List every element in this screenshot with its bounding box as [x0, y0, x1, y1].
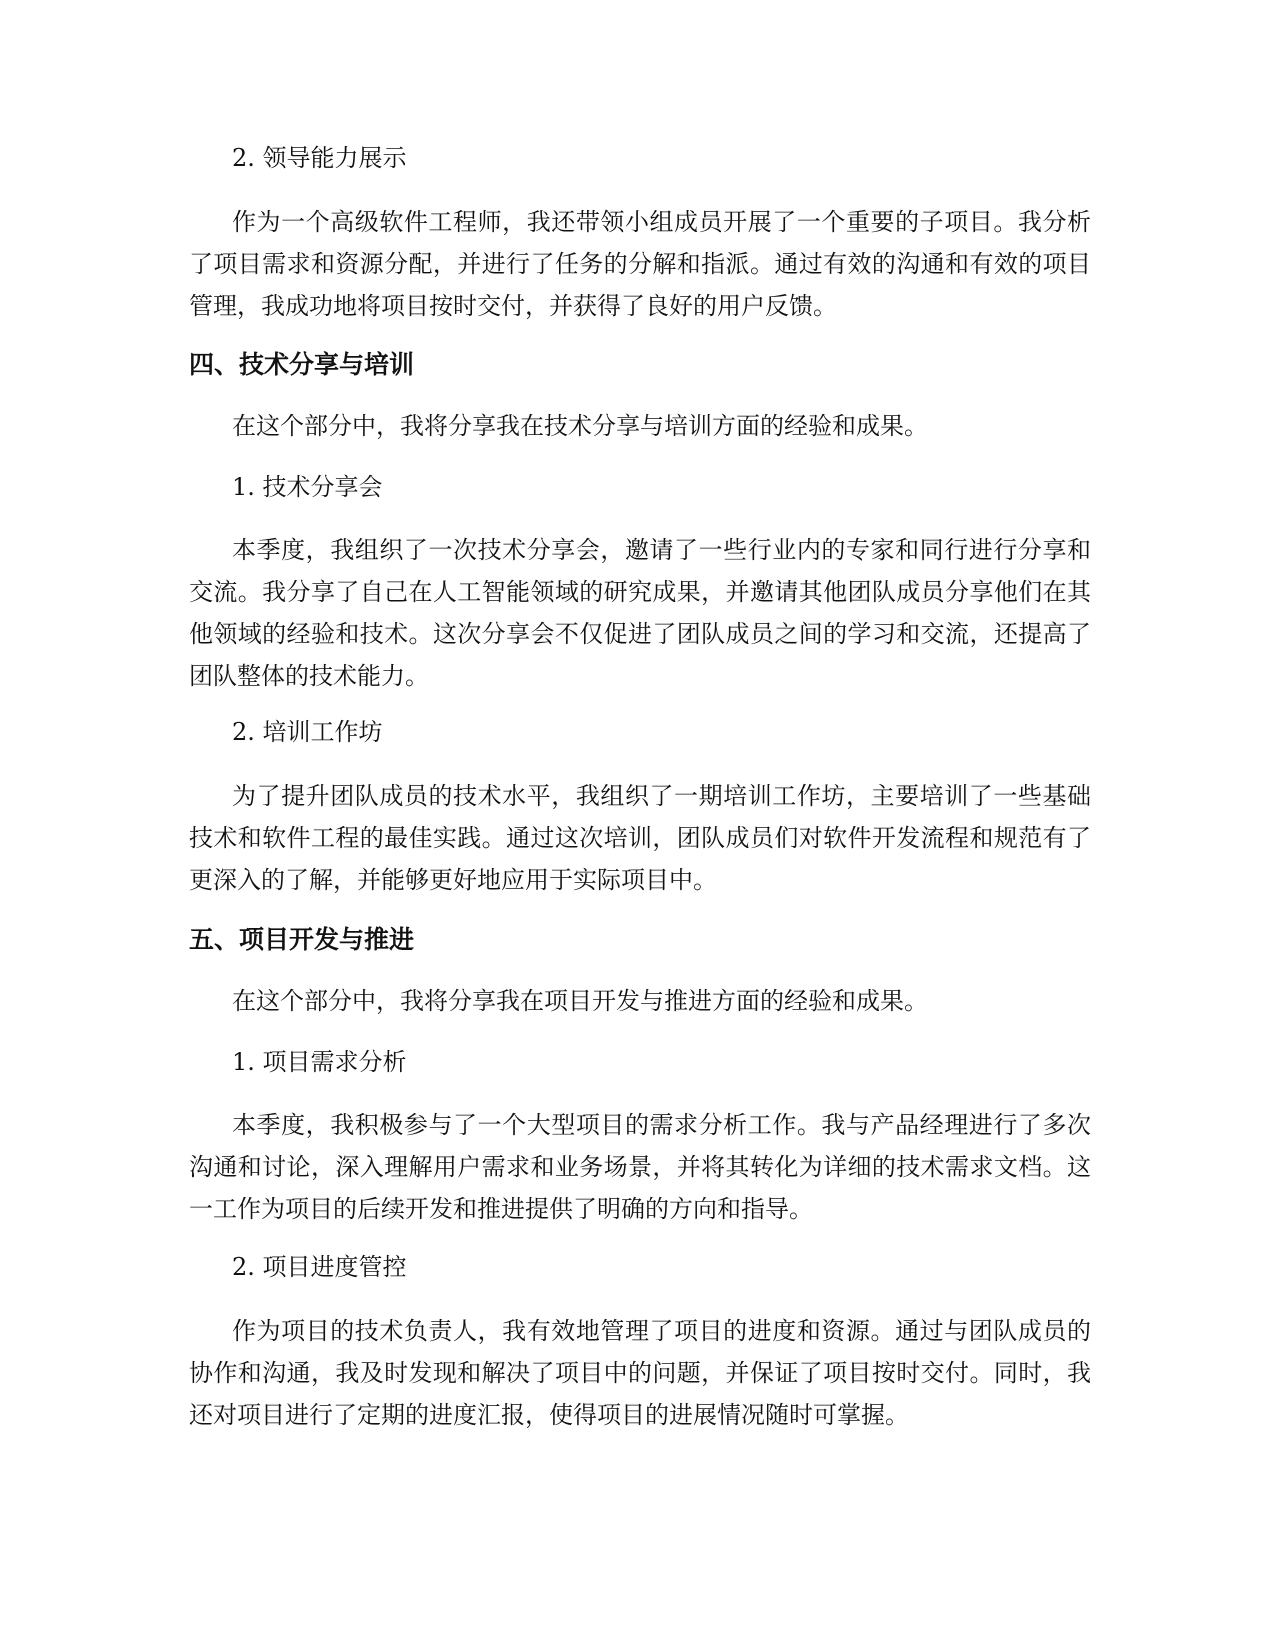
paragraph-requirements: 本季度，我积极参与了一个大型项目的需求分析工作。我与产品经理进行了多次沟通和讨论，深入理解用户需求和业务场景，并将其转化为详细的技术需求文档。这一工作为项目的后续开发和推进提供了明确的方向和指导。 [189, 1111, 1091, 1223]
paragraph-tech-sharing: 本季度，我组织了一次技术分享会，邀请了一些行业内的专家和同行进行分享和交流。我分享了自己在人工智能领域的研究成果，并邀请其他团队成员分享他们在其他领域的经验和技术。这次分享会不仅促进了团队成员之间的学习和交流，还提高了团队整体的技术能力。 [189, 536, 1091, 690]
paragraph-section-5-intro: 在这个部分中，我将分享我在项目开发与推进方面的经验和成果。 [232, 987, 928, 1015]
section-heading-4: 四、技术分享与培训 [189, 350, 415, 379]
subsection-title-tech-sharing: 1. 技术分享会 [232, 473, 383, 501]
subsection-title-leadership: 2. 领导能力展示 [232, 144, 407, 172]
subsection-title-requirements: 1. 项目需求分析 [232, 1048, 407, 1076]
subsection-title-progress: 2. 项目进度管控 [232, 1253, 407, 1281]
paragraph-workshop: 为了提升团队成员的技术水平，我组织了一期培训工作坊，主要培训了一些基础技术和软件工程的最佳实践。通过这次培训，团队成员们对软件开发流程和规范有了更深入的了解，并能够更好地应用于实际项目中。 [189, 782, 1091, 894]
paragraph-progress: 作为项目的技术负责人，我有效地管理了项目的进度和资源。通过与团队成员的协作和沟通，我及时发现和解决了项目中的问题，并保证了项目按时交付。同时，我还对项目进行了定期的进度汇报，使得项目的进展情况随时可掌握。 [189, 1317, 1091, 1429]
paragraph-section-4-intro: 在这个部分中，我将分享我在技术分享与培训方面的经验和成果。 [232, 412, 928, 440]
section-heading-5: 五、项目开发与推进 [189, 925, 415, 954]
paragraph-leadership: 作为一个高级软件工程师，我还带领小组成员开展了一个重要的子项目。我分析了项目需求和资源分配，并进行了任务的分解和指派。通过有效的沟通和有效的项目管理，我成功地将项目按时交付，并获得了良好的用户反馈。 [189, 208, 1091, 320]
subsection-title-workshop: 2. 培训工作坊 [232, 718, 383, 746]
